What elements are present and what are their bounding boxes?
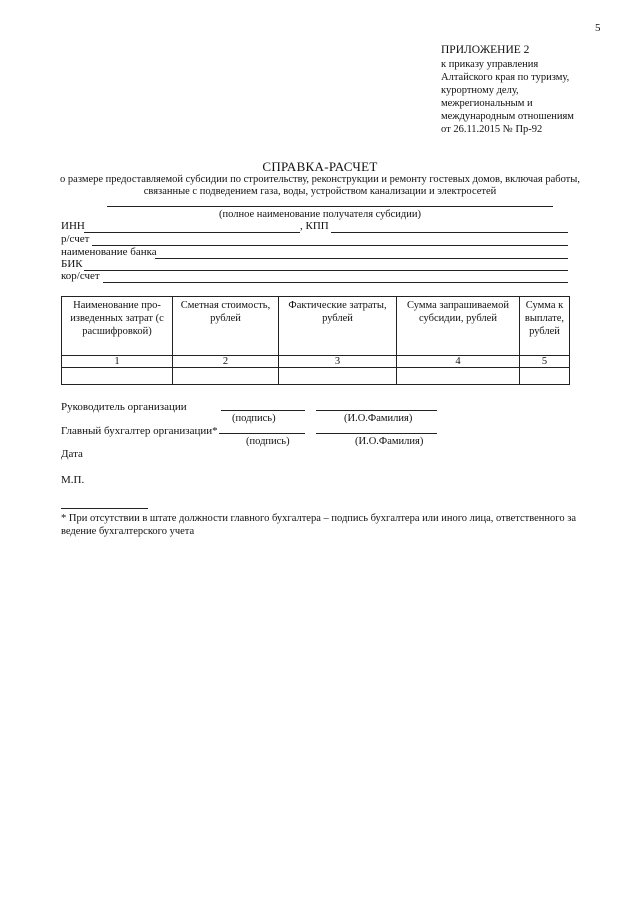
table-cell: 2 <box>173 356 279 368</box>
table-header-row <box>62 297 570 356</box>
table-cell: 1 <box>62 356 173 368</box>
footnote-line1: * При отсутствии в штате должности главного бухгалтера – подпись бухгалтера или иного лица, ответственного за <box>61 513 577 524</box>
appendix-line: Алтайского края по туризму, <box>441 72 570 83</box>
appendix-line: от 26.11.2015 № Пр-92 <box>441 124 543 135</box>
table-header-cell: Фактические затраты, рублей <box>279 297 397 356</box>
inn-label: ИНН <box>61 220 85 232</box>
accountant-name-line[interactable] <box>316 433 437 434</box>
table-cell: 5 <box>520 356 570 368</box>
date-label: Дата <box>61 448 83 460</box>
table-header-cell: Сумма к выплате, рублей <box>520 297 570 356</box>
recipient-caption: (полное наименование получателя субсидии) <box>219 209 421 220</box>
table-header-cell: Сумма запрашиваемой субсидии, рублей <box>397 297 520 356</box>
table-cell[interactable] <box>279 368 397 385</box>
footnote-line2: ведение бухгалтерского учета <box>61 526 195 537</box>
appendix-block <box>441 44 574 136</box>
account-label: р/счет <box>61 233 90 245</box>
seal-label: М.П. <box>61 474 85 486</box>
signature-caption: (подпись) <box>246 436 290 447</box>
table-header-cell: Наименование про-изведенных затрат (с расшифровкой) <box>62 297 173 356</box>
bik-label: БИК <box>61 258 83 270</box>
appendix-line: международным отношениям <box>441 111 574 122</box>
recipient-name-line <box>107 206 553 207</box>
account-field-line[interactable] <box>92 245 568 246</box>
kpp-label: , КПП <box>300 220 329 232</box>
accountant-signature-line[interactable] <box>219 433 305 434</box>
name-caption: (И.О.Фамилия) <box>344 413 413 424</box>
calculation-table <box>61 296 570 385</box>
inn-field-line[interactable] <box>84 232 300 233</box>
director-name-line[interactable] <box>316 410 437 411</box>
director-label: Руководитель организации <box>61 401 187 413</box>
table-cell: 4 <box>397 356 520 368</box>
table-cell[interactable] <box>520 368 570 385</box>
table-cell[interactable] <box>173 368 279 385</box>
name-caption: (И.О.Фамилия) <box>355 436 424 447</box>
document-subtitle-line1: о размере предоставляемой субсидии по строительству, реконструкции и ремонту гостевых домов, включая работы, <box>60 174 580 185</box>
kpp-field-line[interactable] <box>331 232 568 233</box>
director-signature-line[interactable] <box>221 410 305 411</box>
bank-field-line[interactable] <box>155 258 568 259</box>
appendix-title: ПРИЛОЖЕНИЕ 2 <box>441 44 530 56</box>
signature-caption: (подпись) <box>232 413 276 424</box>
corr-account-label: кор/счет <box>61 270 100 282</box>
document-title: СПРАВКА-РАСЧЕТ <box>262 159 378 174</box>
bik-field-line[interactable] <box>84 270 568 271</box>
page-number: 5 <box>595 22 601 34</box>
table-cell[interactable] <box>62 368 173 385</box>
appendix-line: к приказу управления <box>441 59 539 70</box>
appendix-line: межрегиональным и <box>441 98 533 109</box>
accountant-label: Главный бухгалтер организации* <box>61 425 218 437</box>
corr-account-field-line[interactable] <box>103 282 568 283</box>
footnote-separator <box>61 508 148 509</box>
table-row <box>62 368 570 385</box>
appendix-line: курортному делу, <box>441 85 519 96</box>
document-subtitle-line2: связанные с подведением газа, воды, устройством канализации и электросетей <box>143 186 497 197</box>
table-header-cell: Сметная стоимость, рублей <box>173 297 279 356</box>
table-row <box>62 356 570 368</box>
table-cell: 3 <box>279 356 397 368</box>
bank-label: наименование банка <box>61 246 157 258</box>
table-cell[interactable] <box>397 368 520 385</box>
